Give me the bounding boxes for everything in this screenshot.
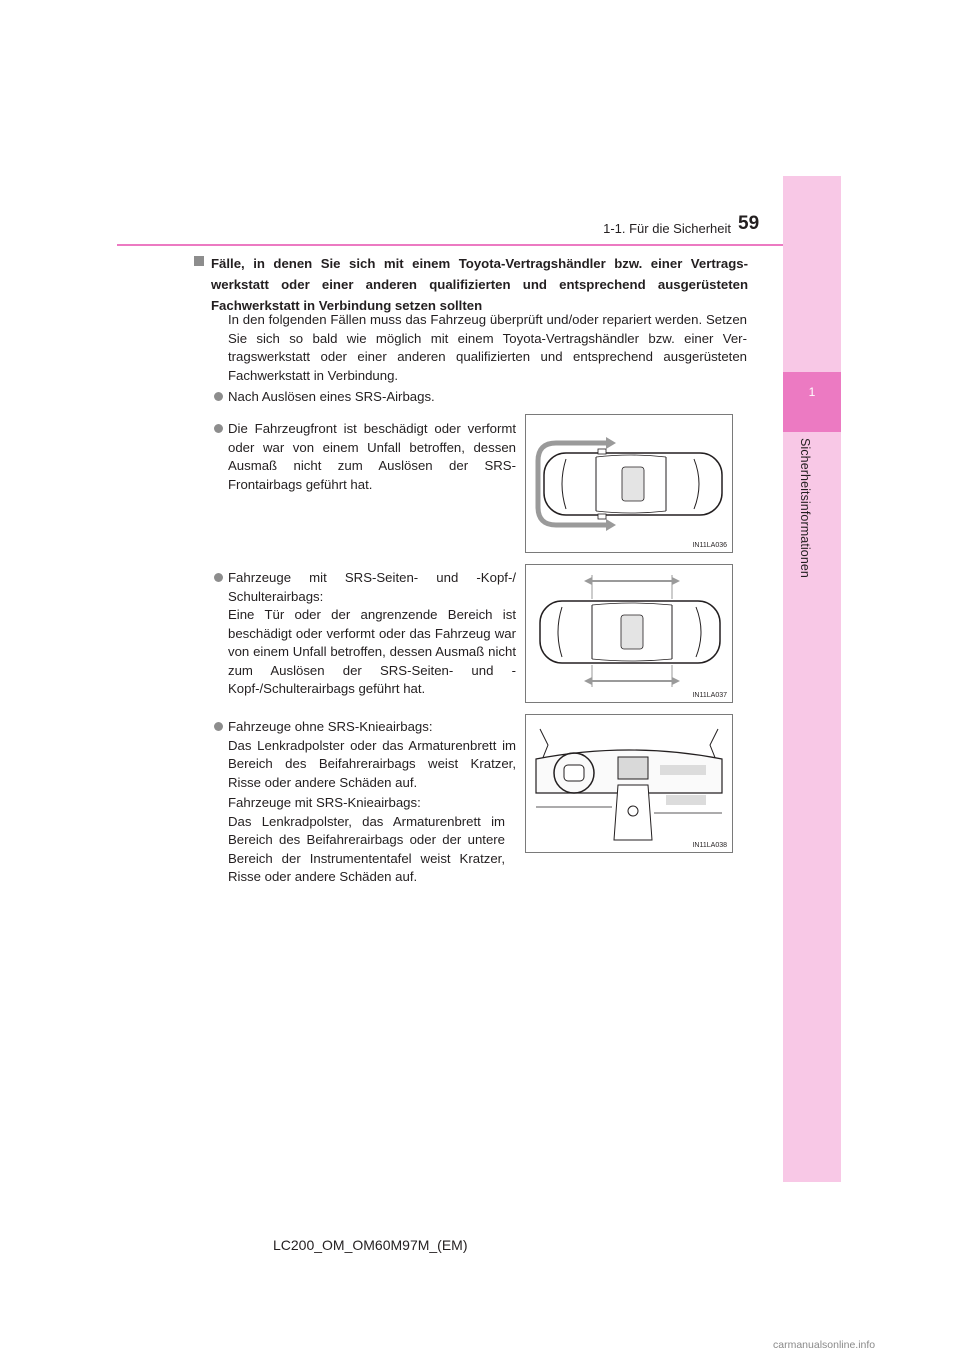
bullet-item [228, 569, 516, 699]
bullet-dot-icon [214, 573, 223, 582]
section-heading: Fälle, in denen Sie sich mit einem Toyota-Vertragshändler bzw. einer Vertragswerkstatt oder einer anderen qualifizierten und entsprechend ausgerüsteten Fachwerkstatt in Verbindung setzen sollten [211, 256, 748, 313]
bullet-dot-icon [214, 722, 223, 731]
watermark: carmanualsonline.info [773, 1339, 876, 1351]
section-title: 1-1. Für die Sicherheit [603, 221, 731, 236]
bullet-dot-icon [214, 392, 223, 401]
bullet-text: Fahrzeuge ohne SRS-Knieairbags: Das Lenkradpolster oder das Armaturenbrett im Bereich des Beifahrerairbags weist Kratzer, Risse oder andere Schäden auf. [228, 719, 516, 790]
dashboard-illustration [526, 715, 732, 852]
side-tab [783, 176, 841, 1182]
figure-code: IN11LA036 [692, 542, 727, 549]
bullet-text: Die Fahrzeugfront ist beschädigt oder verformt oder war von einem Unfall betroffen, dessen Ausmaß nicht zum Auslösen der SRS-Frontairbags geführt hat. [228, 421, 516, 492]
bullet-text: Nach Auslösen eines SRS-Airbags. [228, 389, 435, 404]
square-marker-icon [194, 256, 204, 266]
heading-block [211, 253, 748, 316]
figure-code: IN11LA037 [692, 692, 727, 699]
chapter-tab-active [783, 372, 841, 432]
bullet-item [228, 420, 516, 494]
car-top-view-side-illustration [526, 565, 732, 702]
chapter-number: 1 [808, 385, 816, 399]
figure-front-damage [525, 414, 733, 553]
figure-code: IN11LA038 [692, 842, 727, 849]
intro-paragraph: In den folgenden Fällen muss das Fahrzeug überprüft und/oder repariert werden. Setzen Sie sich so bald wie möglich mit einem Toyota-Vertragshändler bzw. einer Vertragswerkstatt oder einer anderen qualifizierten und entsprechend ausgerüsteten Fachwerkstatt in Verbindung. [228, 312, 747, 383]
bullet-dot-icon [214, 424, 223, 433]
figure-side-damage [525, 564, 733, 703]
knee-airbag-note: Fahrzeuge mit SRS-Knieairbags: Das Lenkradpolster, das Armaturenbrett im Bereich des Beifahrerairbags oder der untere Bereich der Instrumententafel weist Kratzer, Risse oder andere Schäden auf. [228, 795, 505, 884]
bullet-item [228, 718, 516, 792]
bullet-text: Fahrzeuge mit SRS-Seiten- und -Kopf-/ Schulterairbags: Eine Tür oder der angrenzende Bereich ist beschädigt oder verformt oder das Fahrzeug war von einem Unfall betroffen, dessen Ausmaß nicht zum Auslösen der SRS-Seiten- und -Kopf-/Schulterairbags geführt hat. [228, 570, 516, 696]
car-top-view-front-illustration [526, 415, 732, 552]
figure-dashboard-damage [525, 714, 733, 853]
bullet-item [228, 388, 748, 407]
page-number: 59 [738, 213, 760, 234]
chapter-label: Sicherheitsinformationen [798, 438, 812, 578]
document-code-footer: LC200_OM_OM60M97M_(EM) [273, 1237, 468, 1253]
header-rule [117, 244, 783, 246]
